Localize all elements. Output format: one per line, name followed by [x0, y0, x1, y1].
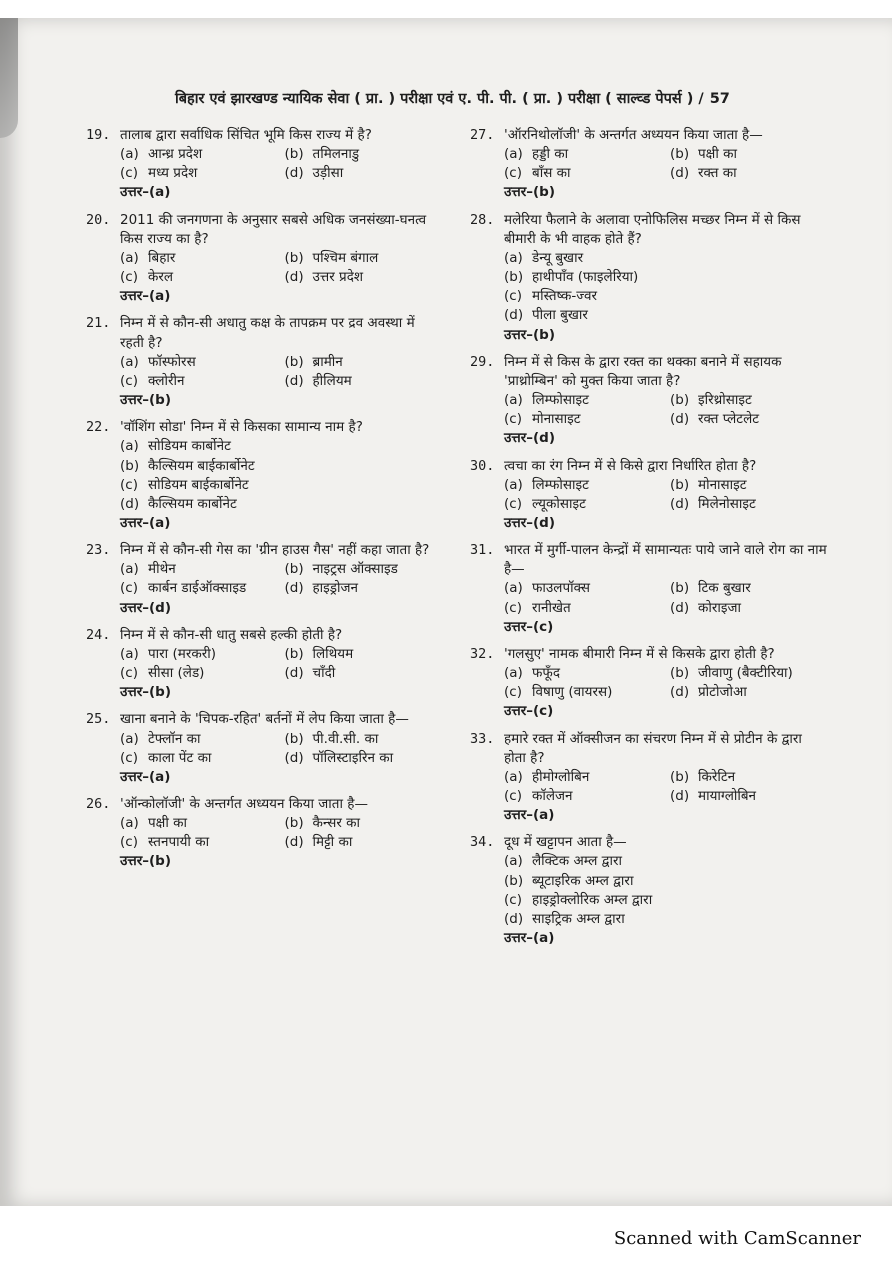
option-text: रानीखेत	[532, 599, 571, 616]
question-number: 19.	[86, 127, 111, 143]
answer-label: उत्तर–(b)	[504, 326, 556, 343]
option-text: क्लोरीन	[148, 372, 185, 389]
option-label: (b)	[670, 580, 690, 597]
page-header	[175, 88, 825, 108]
option-item	[504, 664, 662, 683]
option-label: (d)	[284, 580, 304, 597]
options-list	[504, 852, 828, 929]
option-label: (a)	[120, 645, 139, 662]
question-text: 'वॉशिंग सोडा' निम्न में से किसका सामान्य नाम है?	[120, 419, 363, 436]
question-line	[470, 457, 828, 476]
option-text: आन्ध्र प्रदेश	[148, 146, 203, 163]
option-label: (b)	[670, 768, 690, 785]
question-text: खाना बनाने के 'चिपक-रहित' बर्तनों में लेप किया जाता है—	[120, 711, 409, 728]
option-item	[504, 910, 828, 929]
options-list	[504, 145, 828, 183]
option-text: पॉलिस्टाइरिन का	[312, 749, 394, 766]
scanned-page	[0, 18, 892, 1206]
answer-label: उत्तर–(d)	[504, 514, 556, 531]
option-label: (a)	[120, 730, 139, 747]
option-label: (a)	[504, 249, 523, 266]
option-text: हीलियम	[312, 372, 352, 389]
answer-label: उत्तर–(b)	[120, 684, 172, 701]
question-line	[470, 353, 828, 391]
option-item	[504, 872, 828, 891]
question-text: हमारे रक्त में ऑक्सीजन का संचरण निम्न में से प्रोटीन के द्वारा होता है?	[504, 730, 802, 766]
option-label: (a)	[120, 249, 139, 266]
option-item	[670, 145, 828, 164]
question-text: दूध में खट्टापन आता है—	[504, 834, 627, 851]
answer-label: उत्तर–(a)	[120, 288, 171, 305]
options-list	[120, 814, 441, 852]
option-label: (b)	[284, 146, 304, 163]
option-item	[120, 814, 277, 833]
option-label: (c)	[120, 749, 138, 766]
option-item	[120, 145, 277, 164]
option-text: रक्त का	[698, 165, 737, 182]
option-text: बाँस का	[532, 165, 571, 182]
option-item	[120, 833, 277, 852]
options-list	[120, 645, 441, 683]
option-text: उत्तर प्रदेश	[312, 269, 364, 286]
option-label: (b)	[284, 353, 304, 370]
option-text: प्रोटोजोआ	[698, 684, 747, 701]
option-text: इरिथ्रोसाइट	[698, 392, 752, 409]
option-label: (a)	[504, 580, 523, 597]
question-line	[470, 833, 828, 852]
options-list	[120, 730, 441, 768]
option-label: (d)	[120, 495, 140, 512]
option-text: पक्षी का	[698, 146, 737, 163]
question-block	[86, 314, 441, 410]
option-item	[120, 645, 277, 664]
question-text: 2011 की जनगणना के अनुसार सबसे अधिक जनसंख्या-घनत्व किस राज्य का है?	[120, 211, 427, 247]
camscanner-watermark: Scanned with CamScanner	[613, 1228, 861, 1249]
option-item	[504, 579, 662, 598]
option-item	[285, 579, 442, 598]
option-item	[670, 164, 828, 183]
option-label: (d)	[284, 269, 304, 286]
option-item	[504, 164, 662, 183]
option-label: (a)	[504, 853, 523, 870]
option-item	[120, 249, 277, 268]
option-item	[120, 164, 277, 183]
question-number: 23.	[86, 542, 111, 559]
question-block	[470, 833, 828, 948]
option-text: ब्यूटाइरिक अम्ल द्वारा	[532, 872, 634, 889]
question-text: 'ऑन्कोलॉजी' के अन्तर्गत अध्ययन किया जाता है—	[120, 796, 368, 812]
option-text: हीमोग्लोबिन	[532, 768, 590, 785]
question-number: 28.	[470, 211, 495, 228]
option-label: (b)	[670, 392, 690, 409]
option-item	[504, 768, 662, 787]
option-text: फफूँद	[532, 665, 560, 682]
option-item	[504, 476, 662, 495]
question-line	[86, 211, 441, 249]
option-text: बिहार	[148, 249, 176, 266]
option-text: उड़ीसा	[312, 165, 344, 182]
question-block	[86, 626, 441, 703]
option-label: (d)	[284, 665, 304, 682]
answer-label: उत्तर–(d)	[120, 599, 172, 616]
option-label: (c)	[504, 495, 522, 512]
option-item	[504, 599, 662, 618]
option-label: (b)	[504, 872, 524, 889]
question-block	[86, 541, 441, 618]
option-item	[120, 372, 277, 391]
question-number: 25.	[86, 711, 111, 728]
option-text: स्तनपायी का	[148, 834, 210, 851]
question-block	[470, 541, 828, 637]
question-line	[470, 211, 828, 249]
option-label: (c)	[504, 165, 522, 182]
option-label: (b)	[284, 561, 304, 578]
question-number: 34.	[470, 834, 495, 851]
option-text: मिलेनोसाइट	[698, 495, 756, 512]
option-label: (d)	[504, 307, 524, 324]
question-line	[470, 645, 828, 664]
option-text: सोडियम बाईकार्बोनेट	[148, 476, 249, 493]
question-text: निम्न में से कौन-सी अधातु कक्ष के तापक्रम पर द्रव अवस्था में रहती है?	[120, 315, 415, 351]
options-list	[504, 249, 828, 326]
option-label: (c)	[120, 165, 138, 182]
question-number: 21.	[86, 315, 111, 332]
option-text: नाइट्रस ऑक्साइड	[312, 561, 398, 578]
question-line	[86, 418, 441, 437]
question-block	[470, 126, 828, 203]
option-text: केरल	[148, 269, 174, 286]
question-line	[86, 126, 441, 145]
option-text: सीसा (लेड)	[148, 665, 205, 682]
answer-label: उत्तर–(a)	[120, 184, 171, 201]
option-text: पक्षी का	[148, 815, 187, 832]
options-list	[504, 768, 828, 806]
option-text: टिक बुखार	[698, 580, 751, 597]
option-item	[285, 268, 442, 287]
option-label: (a)	[504, 392, 523, 409]
option-label: (a)	[120, 438, 139, 455]
option-item	[120, 749, 277, 768]
option-item	[504, 287, 828, 306]
option-label: (c)	[504, 599, 522, 616]
option-item	[670, 495, 828, 514]
option-text: काला पेंट का	[148, 749, 212, 766]
question-block	[470, 353, 828, 449]
options-list	[120, 560, 441, 598]
option-text: साइट्रिक अम्ल द्वारा	[532, 910, 625, 927]
question-line	[86, 710, 441, 729]
question-block	[86, 795, 441, 872]
option-text: फॉस्फोरस	[148, 353, 196, 370]
question-text: त्वचा का रंग निम्न में से किसे द्वारा निर्धारित होता है?	[504, 457, 757, 474]
option-item	[670, 683, 828, 702]
option-label: (b)	[284, 730, 304, 747]
options-list	[504, 476, 828, 514]
question-block	[86, 211, 441, 307]
option-label: (a)	[120, 146, 139, 163]
question-line	[86, 795, 441, 814]
option-label: (d)	[670, 599, 690, 616]
option-label: (d)	[670, 495, 690, 512]
option-item	[120, 730, 277, 749]
option-item	[504, 145, 662, 164]
option-label: (b)	[504, 269, 524, 286]
option-item	[120, 579, 277, 598]
option-text: टेफ्लॉन का	[148, 730, 201, 747]
option-label: (b)	[670, 476, 690, 493]
option-label: (c)	[504, 411, 522, 428]
question-number: 31.	[470, 542, 495, 559]
option-label: (d)	[284, 165, 304, 182]
left-column	[86, 126, 441, 880]
option-item	[504, 852, 828, 871]
option-label: (a)	[504, 768, 523, 785]
option-item	[504, 268, 828, 287]
answer-label: उत्तर–(b)	[120, 392, 172, 409]
answer-label: उत्तर–(b)	[120, 853, 172, 870]
option-label: (c)	[120, 834, 138, 851]
option-label: (a)	[120, 561, 139, 578]
options-list	[504, 579, 828, 617]
option-item	[670, 476, 828, 495]
options-list	[120, 249, 441, 287]
option-label: (c)	[504, 891, 522, 908]
options-list	[504, 664, 828, 702]
answer-label: उत्तर–(d)	[504, 430, 556, 447]
answer-label: उत्तर–(b)	[504, 184, 556, 201]
option-label: (a)	[504, 665, 523, 682]
option-text: तमिलनाडु	[312, 146, 360, 163]
option-item	[120, 664, 277, 683]
option-item	[120, 476, 441, 495]
option-item	[120, 353, 277, 372]
question-number: 33.	[470, 730, 495, 747]
option-text: कार्बन डाईऑक्साइड	[148, 580, 247, 597]
option-label: (d)	[284, 749, 304, 766]
option-item	[504, 306, 828, 325]
options-list	[120, 353, 441, 391]
question-number: 29.	[470, 353, 495, 370]
option-item	[285, 353, 442, 372]
question-line	[470, 730, 828, 768]
options-list	[120, 145, 441, 183]
option-text: कॉलेजन	[532, 788, 573, 804]
answer-label: उत्तर–(a)	[504, 807, 555, 824]
option-label: (a)	[504, 476, 523, 493]
option-item	[504, 249, 828, 268]
option-label: (b)	[284, 815, 304, 832]
option-item	[285, 814, 442, 833]
option-label: (c)	[504, 684, 522, 701]
question-block	[470, 457, 828, 534]
option-label: (b)	[670, 146, 690, 163]
answer-label: उत्तर–(c)	[504, 618, 554, 635]
question-number: 32.	[470, 645, 495, 662]
question-block	[470, 730, 828, 826]
option-text: रक्त प्लेटलेट	[698, 411, 760, 428]
option-text: मिट्टी का	[312, 834, 353, 851]
option-label: (c)	[120, 476, 138, 493]
option-text: मस्तिष्क-ज्वर	[532, 288, 598, 305]
option-label: (b)	[284, 645, 304, 662]
option-text: ल्यूकोसाइट	[532, 495, 586, 512]
option-text: मीथेन	[148, 561, 176, 578]
option-text: हड्डी का	[532, 146, 569, 163]
answer-label: उत्तर–(a)	[120, 514, 171, 531]
option-text: लिम्फोसाइट	[532, 476, 589, 493]
question-block	[470, 211, 828, 345]
option-label: (a)	[120, 353, 139, 370]
option-text: पारा (मरकरी)	[148, 645, 216, 662]
option-item	[670, 664, 828, 683]
option-text: फाउलपॉक्स	[532, 580, 591, 597]
question-line	[86, 626, 441, 645]
option-item	[120, 268, 277, 287]
option-item	[504, 891, 828, 910]
option-text: मोनासाइट	[698, 476, 747, 493]
option-label: (d)	[670, 788, 690, 804]
answer-label: उत्तर–(a)	[504, 930, 555, 947]
option-item	[670, 787, 828, 806]
option-label: (c)	[120, 269, 138, 286]
question-number: 24.	[86, 626, 111, 643]
option-label: (d)	[284, 834, 304, 851]
option-item	[285, 249, 442, 268]
option-text: डेन्यू बुखार	[532, 249, 584, 266]
option-item	[504, 495, 662, 514]
option-item	[504, 683, 662, 702]
question-number: 30.	[470, 457, 495, 474]
option-text: पश्चिम बंगाल	[312, 249, 379, 266]
option-item	[504, 787, 662, 806]
option-item	[285, 645, 442, 664]
option-item	[504, 410, 662, 429]
question-line	[470, 541, 828, 579]
question-text: मलेरिया फैलाने के अलावा एनोफिलिस मच्छर निम्न में से किस बीमारी के भी वाहक होते हैं?	[504, 211, 801, 247]
option-text: कोराइजा	[698, 599, 742, 616]
option-text: मध्य प्रदेश	[148, 165, 198, 182]
option-label: (a)	[504, 146, 523, 163]
option-text: कैल्सियम कार्बोनेट	[148, 495, 237, 512]
right-column	[470, 126, 828, 956]
answer-label: उत्तर–(a)	[120, 768, 171, 785]
question-text: 'ऑरनिथोलॉजी' के अन्तर्गत अध्ययन किया जाता है—	[504, 127, 763, 143]
option-item	[285, 749, 442, 768]
question-block	[470, 645, 828, 722]
header-title: बिहार एवं झारखण्ड न्यायिक सेवा ( प्रा. ) परीक्षा एवं ए. पी. पी. ( प्रा. ) परीक्षा ( साल्व्ड पेपर्स ) /	[175, 91, 704, 107]
question-block	[86, 418, 441, 533]
option-text: लिथियम	[312, 645, 354, 662]
option-text: पी.वी.सी. का	[312, 730, 379, 747]
option-label: (a)	[120, 815, 139, 832]
option-text: किरेटिन	[698, 768, 736, 785]
page-number: 57	[709, 91, 730, 107]
question-text: तालाब द्वारा सर्वाधिक सिंचित भूमि किस राज्य में है?	[120, 127, 372, 143]
option-text: चाँदी	[312, 665, 336, 682]
question-line	[470, 126, 828, 145]
question-text: 'गलसुए' नामक बीमारी निम्न में से किसके द्वारा होती है?	[504, 645, 775, 662]
question-number: 26.	[86, 796, 111, 812]
option-label: (d)	[504, 910, 524, 927]
option-item	[120, 457, 441, 476]
option-text: विषाणु (वायरस)	[532, 684, 613, 701]
options-list	[120, 437, 441, 514]
option-text: लैक्टिक अम्ल द्वारा	[532, 853, 622, 870]
option-item	[285, 730, 442, 749]
question-number: 27.	[470, 127, 495, 143]
option-item	[670, 599, 828, 618]
option-label: (d)	[670, 411, 690, 428]
option-label: (d)	[670, 165, 690, 182]
option-text: मायाग्लोबिन	[698, 788, 757, 804]
question-text: भारत में मुर्गी-पालन केन्द्रों में सामान्यतः पाये जाने वाले रोग का नाम है—	[504, 542, 827, 578]
question-block	[86, 126, 441, 203]
question-text: निम्न में से किस के द्वारा रक्त का थक्का बनाने में सहायक 'प्राथ्रोम्बिन' को मुक्त किया जाता है?	[504, 353, 782, 389]
option-label: (b)	[670, 665, 690, 682]
option-text: लिम्फोसाइट	[532, 392, 589, 409]
option-item	[504, 391, 662, 410]
options-list	[504, 391, 828, 429]
option-item	[670, 391, 828, 410]
option-item	[120, 560, 277, 579]
option-text: ब्रामीन	[312, 353, 343, 370]
option-label: (c)	[504, 288, 522, 305]
option-text: सोडियम कार्बोनेट	[148, 438, 231, 455]
question-line	[86, 541, 441, 560]
option-item	[285, 164, 442, 183]
option-text: हाइड्रोजन	[312, 580, 359, 597]
option-item	[120, 495, 441, 514]
option-item	[670, 579, 828, 598]
option-text: हाइड्रोक्लोरिक अम्ल द्वारा	[532, 891, 653, 908]
option-label: (c)	[120, 665, 138, 682]
option-label: (c)	[120, 580, 138, 597]
question-number: 22.	[86, 419, 111, 436]
option-text: मोनासाइट	[532, 411, 581, 428]
option-item	[285, 560, 442, 579]
option-item	[285, 145, 442, 164]
option-label: (d)	[284, 372, 304, 389]
question-text: निम्न में से कौन-सी गेस का 'ग्रीन हाउस गैस' नहीं कहा जाता है?	[120, 542, 430, 559]
option-text: जीवाणु (बैक्टीरिया)	[698, 665, 793, 682]
option-label: (c)	[504, 788, 522, 804]
option-text: कैन्सर का	[312, 815, 361, 832]
option-label: (b)	[120, 457, 140, 474]
option-item	[285, 664, 442, 683]
answer-label: उत्तर–(c)	[504, 703, 554, 720]
option-item	[285, 833, 442, 852]
question-line	[86, 314, 441, 352]
option-text: कैल्सियम बाईकार्बोनेट	[148, 457, 255, 474]
option-item	[120, 437, 441, 456]
option-label: (c)	[120, 372, 138, 389]
option-item	[670, 768, 828, 787]
option-label: (b)	[284, 249, 304, 266]
option-text: हाथीपाँव (फाइलेरिया)	[532, 269, 639, 286]
question-number: 20.	[86, 211, 111, 228]
option-item	[670, 410, 828, 429]
question-text: निम्न में से कौन-सी धातु सबसे हल्की होती है?	[120, 626, 343, 643]
option-text: पीला बुखार	[532, 307, 588, 324]
question-block	[86, 710, 441, 787]
option-label: (d)	[670, 684, 690, 701]
option-item	[285, 372, 442, 391]
